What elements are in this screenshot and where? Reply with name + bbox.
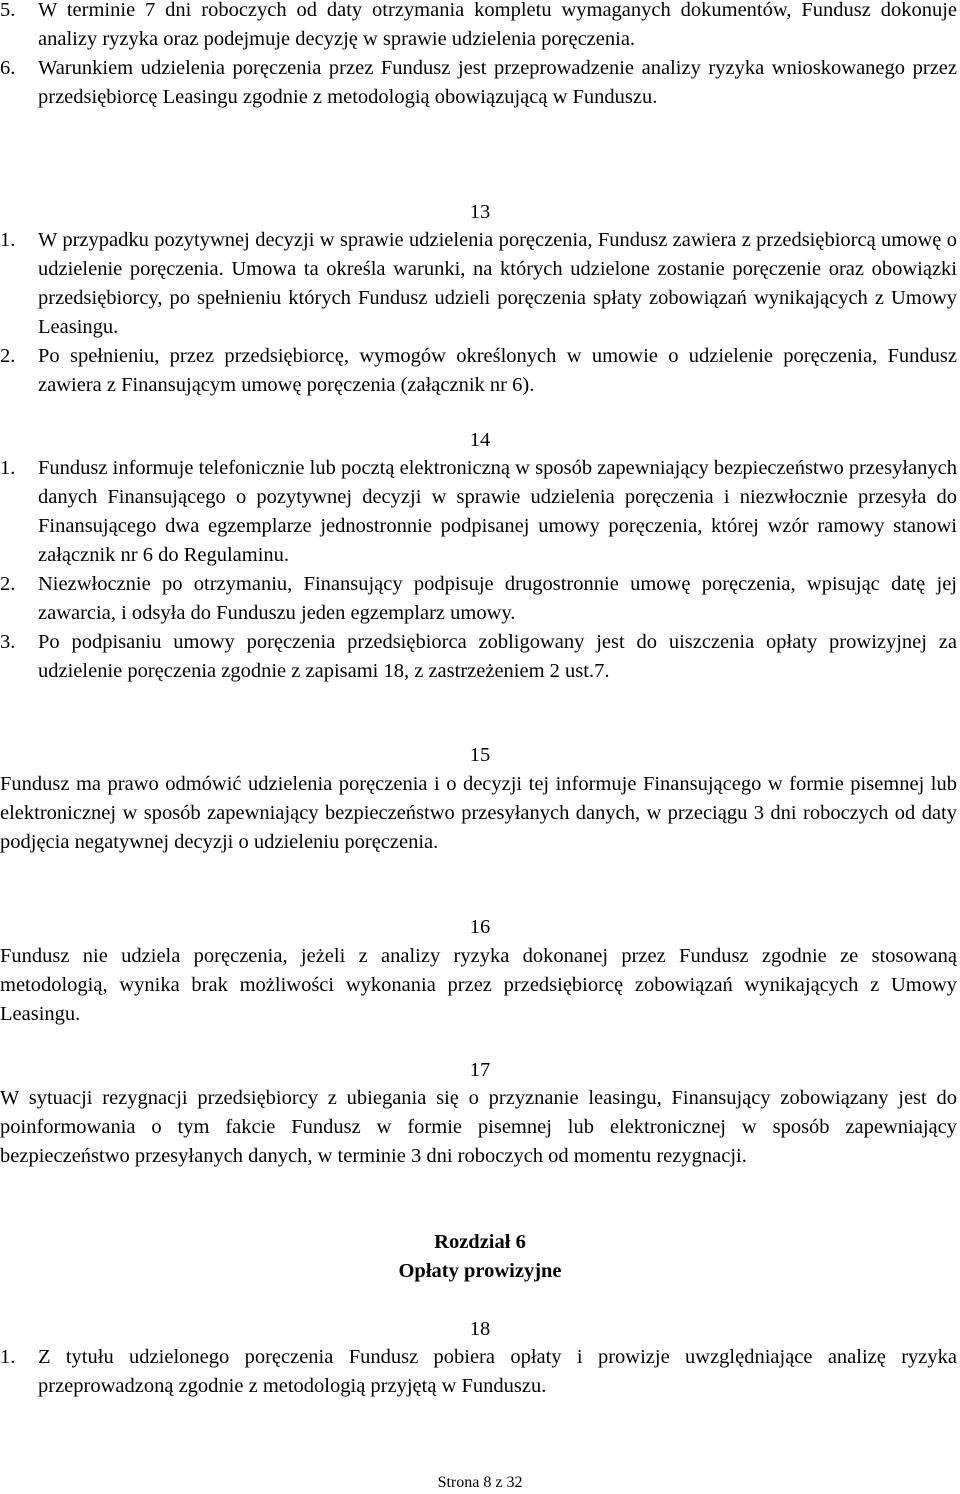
list-item — [0, 54, 957, 112]
item-text: Fundusz informuje telefonicznie lub pocztą elektroniczną w sposób zapewniający bezpieczeństwo przesyłanych danych Finansującego o pozytywnej decyzji w sprawie udzielenia poręczenia i niezwłocznie przesyła do Finansującego dwa egzemplarze jednostronnie podpisanej umowy poręczenia, której wzór ramowy stanowi załącznik nr 6 do Regulaminu. — [38, 457, 957, 566]
list-item — [0, 628, 957, 686]
item-number: 5. — [0, 0, 16, 21]
item-number: 1. — [0, 457, 16, 479]
item-number: 6. — [0, 57, 16, 79]
section-heading-18: 18 — [469, 1318, 491, 1340]
list-item — [0, 226, 957, 342]
item-text: Po spełnieniu, przez przedsiębiorcę, wymogów określonych w umowie o udzielenie poręczenia, Fundusz zawiera z Finansującym umowę poręczenia (załącznik nr 6). — [38, 345, 957, 396]
list-item — [0, 454, 957, 570]
section-14-body — [0, 454, 957, 686]
item-text: Warunkiem udzielenia poręczenia przez Fundusz jest przeprowadzenie analizy ryzyka wnioskowanego przez przedsiębiorcę Leasingu zgodnie z metodologią obowiązującą w Funduszu. — [38, 57, 957, 108]
list-item — [0, 342, 957, 400]
page-footer: Strona 8 z 32 — [437, 1474, 523, 1491]
item-number: 2. — [0, 573, 16, 595]
section-heading-17: 17 — [469, 1059, 491, 1081]
section-13-body — [0, 226, 957, 400]
list-top — [0, 0, 957, 112]
section-17-text: W sytuacji rezygnacji przedsiębiorcy z ubiegania się o przyznanie leasingu, Finansujący zobowiązany jest do poinformowania o tym fakcie Fundusz w formie pisemnej lub elektronicznej w sposób zapewniający bezpieczeństwo przesyłanych danych, w terminie 3 dni roboczych od momentu rezygnacji. — [0, 1087, 957, 1167]
chapter-subtitle: Opłaty prowizyjne — [398, 1260, 562, 1282]
section-18-body — [0, 1343, 957, 1401]
section-heading-15: 15 — [469, 744, 491, 766]
item-text: Niezwłocznie po otrzymaniu, Finansujący podpisuje drugostronnie umowę poręczenia, wpisując datę jej zawarcia, i odsyła do Funduszu jeden egzemplarz umowy. — [38, 573, 957, 624]
item-text: Po podpisaniu umowy poręczenia przedsiębiorca zobligowany jest do uiszczenia opłaty prowizyjnej za udzielenie poręczenia zgodnie z zapisami 18, z zastrzeżeniem 2 ust.7. — [38, 631, 957, 682]
item-text: Z tytułu udzielonego poręczenia Fundusz pobiera opłaty i prowizje uwzględniające analizę ryzyka przeprowadzoną zgodnie z metodologią przyjętą w Funduszu. — [38, 1346, 957, 1397]
item-number: 2. — [0, 345, 16, 367]
list-item — [0, 1343, 957, 1401]
section-heading-16: 16 — [469, 916, 491, 938]
section-heading-14: 14 — [469, 429, 491, 451]
section-16-text: Fundusz nie udziela poręczenia, jeżeli z analizy ryzyka dokonanej przez Fundusz zgodnie ze stosowaną metodologią, wynika brak możliwości wykonania przez przedsiębiorcę zobowiązań wynikających z Umowy Leasingu. — [0, 945, 957, 1025]
item-number: 3. — [0, 631, 16, 653]
item-text: W terminie 7 dni roboczych od daty otrzymania kompletu wymaganych dokumentów, Fundusz dokonuje analizy ryzyka oraz podejmuje decyzję w sprawie udzielenia poręczenia. — [38, 0, 957, 50]
section-15-text: Fundusz ma prawo odmówić udzielenia poręczenia i o decyzji tej informuje Finansującego w formie pisemnej lub elektronicznej w sposób zapewniający bezpieczeństwo przesyłanych danych, w przeciągu 3 dni roboczych od daty podjęcia negatywnej decyzji o udzieleniu poręczenia. — [0, 773, 957, 853]
list-item — [0, 0, 957, 54]
item-number: 1. — [0, 1346, 16, 1368]
item-text: W przypadku pozytywnej decyzji w sprawie udzielenia poręczenia, Fundusz zawiera z przedsiębiorcą umowę o udzielenie poręczenia. Umowa ta określa warunki, na których udzielone zostanie poręczenie oraz obowiązki przedsiębiorcy, po spełnieniu których Fundusz udzieli poręczenia spłaty zobowiązań wynikających z Umowy Leasingu. — [38, 229, 957, 338]
item-number: 1. — [0, 229, 16, 251]
section-heading-13: 13 — [469, 201, 491, 223]
list-item — [0, 570, 957, 628]
chapter-title: Rozdział 6 — [434, 1231, 526, 1253]
